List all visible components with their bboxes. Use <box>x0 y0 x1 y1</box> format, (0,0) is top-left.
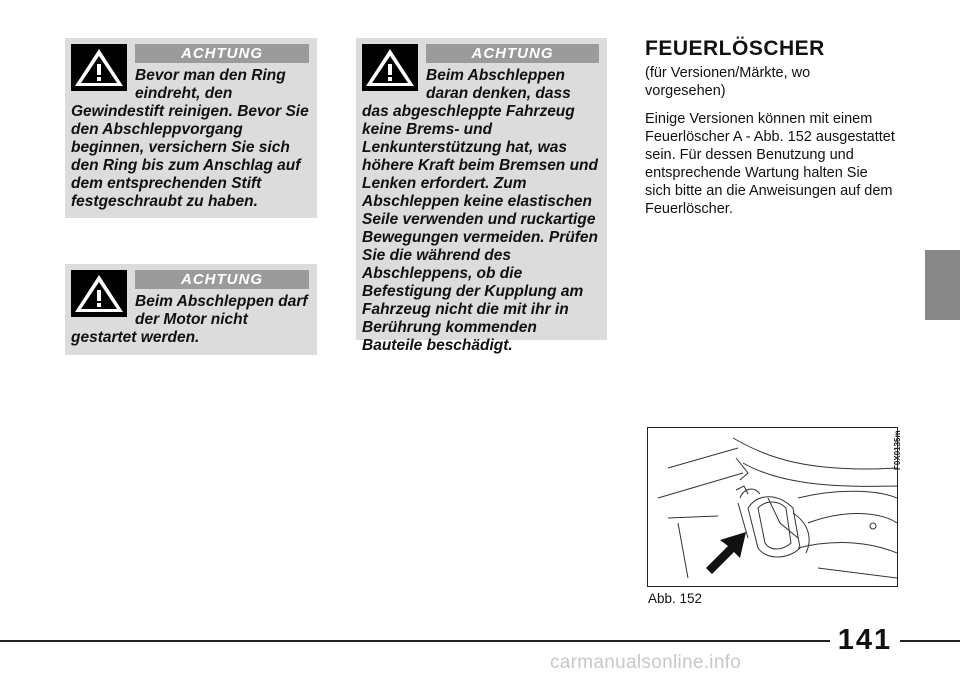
figure-caption: Abb. 152 <box>648 591 703 606</box>
footer-rule <box>0 640 960 642</box>
figure-fire-extinguisher <box>647 427 898 587</box>
warning-header: ACHTUNG <box>426 44 599 63</box>
warning-header: ACHTUNG <box>135 44 309 63</box>
warning-box-towing <box>356 38 607 354</box>
warning-triangle-icon <box>71 270 127 317</box>
warning-text: Bevor man den Ring eindreht, den Gewindestift reinigen. Bevor Sie den Abschleppvorgang beginnen, versichern Sie sich den Ring bis zum Anschlag auf dem entsprechenden Stift festgeschraubt zu haben. <box>71 67 309 210</box>
warning-text: Beim Abschleppen darf der Motor nicht gestartet werden. <box>71 293 308 346</box>
section-body: Einige Versionen können mit einem Feuerlöscher A - Abb. 152 ausgestattet sein. Für dessen Benutzung und entsprechende Wartung halten Sie sich bitte an die Anweisungen auf dem Feuerlöscher. <box>645 111 895 217</box>
section-subtitle: (für Versionen/Märkte, wo vorgesehen) <box>645 65 811 99</box>
warning-triangle-icon <box>71 44 127 91</box>
arrow-icon <box>706 532 746 574</box>
figure-drawing <box>648 428 897 586</box>
warning-triangle-icon <box>362 44 418 91</box>
chapter-tab <box>925 250 960 320</box>
watermark: carmanualsonline.info <box>550 652 742 673</box>
figure-code: F0X0135m <box>893 430 902 470</box>
warning-text: Beim Abschleppen daran denken, dass das abgeschleppte Fahrzeug keine Brems- und Lenkunterstützung hat, was höhere Kraft beim Bremsen und Lenken erfordert. Zum Abschleppen keine elastischen Seile verwenden und ruckartige Bewegungen vermeiden. Prüfen Sie die während des Abschleppens, ob die Befestigung der Kupplung am Fahrzeug nicht die mit ihr in Berührung kommenden Bauteile beschädigt. <box>362 67 598 354</box>
warning-box-ring <box>65 38 317 218</box>
page-number: 141 <box>830 623 900 657</box>
warning-header: ACHTUNG <box>135 270 309 289</box>
warning-box-motor <box>65 264 317 355</box>
section-title: FEUERLÖSCHER <box>645 37 825 60</box>
